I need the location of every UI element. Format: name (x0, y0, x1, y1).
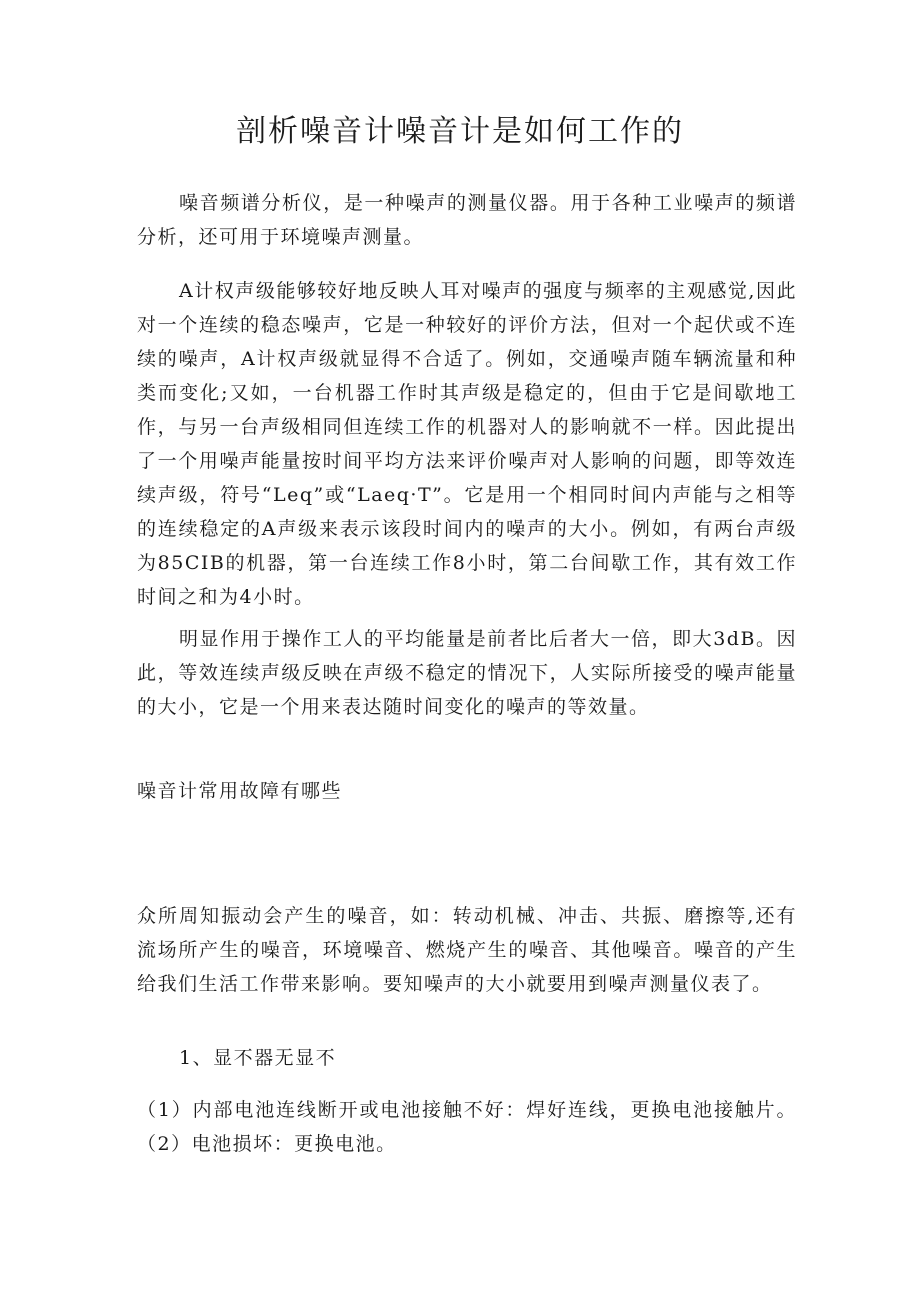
fault-item-body: （1）内部电池连线断开或电池接触不好：焊好连线，更换电池接触片。（2）电池损坏：更换电池。 (137, 1099, 797, 1155)
fault-item-title: 1、显不器无显不 (179, 1047, 337, 1069)
paragraph-equivalent-level: 明显作用于操作工人的平均能量是前者比后者大一倍，即大3dB。因此，等效连续声级反映在声级不稳定的情况下，人实际所接受的噪声能量的大小，它是一个用来表达随时间变化的噪声的等效量。 (137, 628, 797, 718)
paragraph-a-weighting: A计权声级能够较好地反映人耳对噪声的强度与频率的主观感觉,因此对一个连续的稳态噪声，它是一种较好的评价方法，但对一个起伏或不连续的噪声，A计权声级就显得不合适了。例如，交通噪声随车辆流量和种类而变化;又如，一台机器工作时其声级是稳定的，但由于它是间歇地工作，与另一台声级相同但连续工作的机器对人的影响就不一样。因此提出了一个用噪声能量按时间平均方法来评价噪声对人影响的问题，即等效连续声级，符号“Leq”或“Laeq·T”。它是用一个相同时间内声能与之相等的连续稳定的A声级来表示该段时间内的噪声的大小。例如，有两台声级为85CIB的机器，第一台连续工作8小时，第二台间歇工作，其有效工作时间之和为4小时。 (137, 280, 797, 608)
paragraph-noise-sources: 众所周知振动会产生的噪音，如：转动机械、冲击、共振、磨擦等,还有流场所产生的噪音，环境噪音、燃烧产生的噪音、其他噪音。噪音的产生给我们生活工作带来影响。要知噪声的大小就要用到噪声测量仪表了。 (137, 905, 797, 995)
paragraph-intro: 噪音频谱分析仪，是一种噪声的测量仪器。用于各种工业噪声的频谱分析，还可用于环境噪声测量。 (137, 192, 797, 248)
document-title: 剖析噪音计噪音计是如何工作的 (236, 114, 684, 149)
section-heading: 噪音计常用故障有哪些 (137, 780, 343, 802)
